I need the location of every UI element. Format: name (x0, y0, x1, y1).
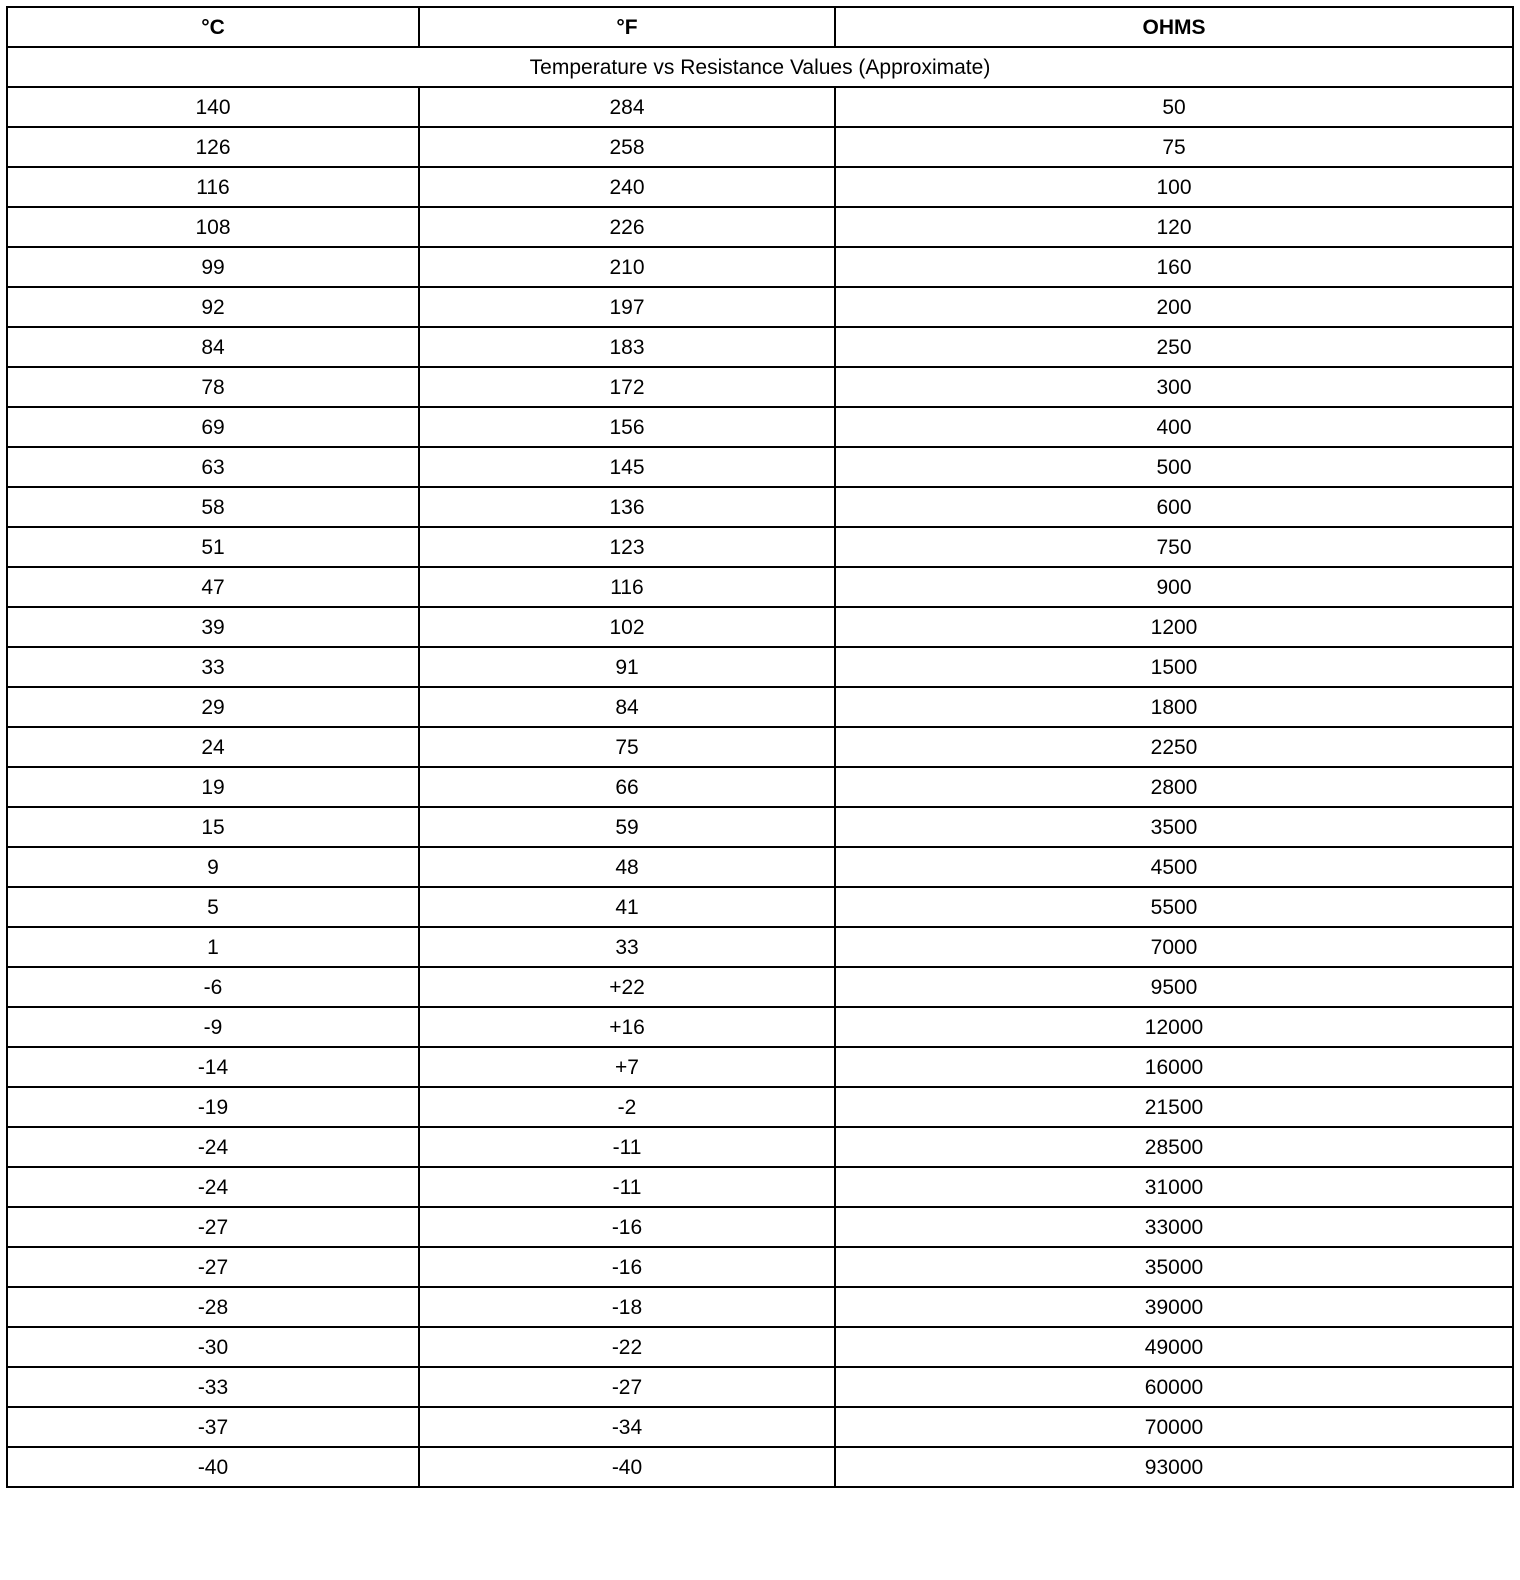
table-row (7, 1047, 1513, 1087)
celsius-cell: -30 (7, 1327, 419, 1367)
fahrenheit-cell: 66 (419, 767, 835, 807)
ohms-cell: 2800 (835, 767, 1513, 807)
celsius-cell: -27 (7, 1247, 419, 1287)
table-row (7, 487, 1513, 527)
fahrenheit-cell: -11 (419, 1127, 835, 1167)
fahrenheit-cell: -2 (419, 1087, 835, 1127)
ohms-cell: 250 (835, 327, 1513, 367)
fahrenheit-cell: 33 (419, 927, 835, 967)
fahrenheit-cell: 210 (419, 247, 835, 287)
fahrenheit-cell: 41 (419, 887, 835, 927)
ohms-cell: 750 (835, 527, 1513, 567)
celsius-cell: -40 (7, 1447, 419, 1487)
celsius-cell: 63 (7, 447, 419, 487)
table-row (7, 847, 1513, 887)
fahrenheit-cell: -34 (419, 1407, 835, 1447)
table-row (7, 87, 1513, 127)
table-row (7, 807, 1513, 847)
ohms-cell: 12000 (835, 1007, 1513, 1047)
table-row (7, 447, 1513, 487)
ohms-cell: 600 (835, 487, 1513, 527)
fahrenheit-cell: 75 (419, 727, 835, 767)
celsius-cell: 47 (7, 567, 419, 607)
ohms-cell: 200 (835, 287, 1513, 327)
ohms-cell: 75 (835, 127, 1513, 167)
fahrenheit-cell: 258 (419, 127, 835, 167)
celsius-cell: -9 (7, 1007, 419, 1047)
celsius-cell: -37 (7, 1407, 419, 1447)
celsius-cell: -28 (7, 1287, 419, 1327)
table-row (7, 687, 1513, 727)
table-row (7, 607, 1513, 647)
fahrenheit-cell: -11 (419, 1167, 835, 1207)
fahrenheit-cell: 91 (419, 647, 835, 687)
fahrenheit-cell: 183 (419, 327, 835, 367)
ohms-cell: 100 (835, 167, 1513, 207)
fahrenheit-cell: -27 (419, 1367, 835, 1407)
celsius-cell: 140 (7, 87, 419, 127)
celsius-cell: 108 (7, 207, 419, 247)
ohms-cell: 4500 (835, 847, 1513, 887)
ohms-cell: 33000 (835, 1207, 1513, 1247)
celsius-cell: 69 (7, 407, 419, 447)
table-row (7, 127, 1513, 167)
table-row (7, 727, 1513, 767)
celsius-cell: 78 (7, 367, 419, 407)
ohms-cell: 16000 (835, 1047, 1513, 1087)
table-row (7, 1167, 1513, 1207)
celsius-cell: 92 (7, 287, 419, 327)
table-row (7, 1087, 1513, 1127)
fahrenheit-cell: +7 (419, 1047, 835, 1087)
fahrenheit-cell: -16 (419, 1207, 835, 1247)
ohms-cell: 93000 (835, 1447, 1513, 1487)
celsius-cell: 126 (7, 127, 419, 167)
header-fahrenheit: °F (419, 7, 835, 47)
table-row (7, 1287, 1513, 1327)
ohms-cell: 31000 (835, 1167, 1513, 1207)
fahrenheit-cell: 226 (419, 207, 835, 247)
celsius-cell: 39 (7, 607, 419, 647)
ohms-cell: 9500 (835, 967, 1513, 1007)
table-row (7, 967, 1513, 1007)
fahrenheit-cell: 84 (419, 687, 835, 727)
ohms-cell: 5500 (835, 887, 1513, 927)
ohms-cell: 28500 (835, 1127, 1513, 1167)
temperature-resistance-table (6, 6, 1514, 1488)
table-row (7, 567, 1513, 607)
fahrenheit-cell: 240 (419, 167, 835, 207)
celsius-cell: -24 (7, 1127, 419, 1167)
celsius-cell: 116 (7, 167, 419, 207)
table-row (7, 327, 1513, 367)
table-row (7, 407, 1513, 447)
celsius-cell: -33 (7, 1367, 419, 1407)
table-caption: Temperature vs Resistance Values (Approximate) (7, 47, 1513, 87)
caption-row (7, 47, 1513, 87)
fahrenheit-cell: -18 (419, 1287, 835, 1327)
table-row (7, 887, 1513, 927)
header-row (7, 7, 1513, 47)
fahrenheit-cell: 48 (419, 847, 835, 887)
celsius-cell: -14 (7, 1047, 419, 1087)
ohms-cell: 900 (835, 567, 1513, 607)
celsius-cell: 24 (7, 727, 419, 767)
fahrenheit-cell: -16 (419, 1247, 835, 1287)
celsius-cell: 84 (7, 327, 419, 367)
fahrenheit-cell: -22 (419, 1327, 835, 1367)
celsius-cell: 33 (7, 647, 419, 687)
fahrenheit-cell: 116 (419, 567, 835, 607)
celsius-cell: 99 (7, 247, 419, 287)
table-row (7, 1127, 1513, 1167)
fahrenheit-cell: 102 (419, 607, 835, 647)
fahrenheit-cell: 136 (419, 487, 835, 527)
table-row (7, 767, 1513, 807)
celsius-cell: -6 (7, 967, 419, 1007)
celsius-cell: 58 (7, 487, 419, 527)
ohms-cell: 500 (835, 447, 1513, 487)
fahrenheit-cell: +22 (419, 967, 835, 1007)
header-ohms: OHMS (835, 7, 1513, 47)
celsius-cell: 5 (7, 887, 419, 927)
ohms-cell: 400 (835, 407, 1513, 447)
table-row (7, 1007, 1513, 1047)
header-celsius: °C (7, 7, 419, 47)
table-row (7, 927, 1513, 967)
fahrenheit-cell: 156 (419, 407, 835, 447)
table-row (7, 1367, 1513, 1407)
fahrenheit-cell: -40 (419, 1447, 835, 1487)
ohms-cell: 70000 (835, 1407, 1513, 1447)
table-row (7, 1207, 1513, 1247)
ohms-cell: 35000 (835, 1247, 1513, 1287)
ohms-cell: 39000 (835, 1287, 1513, 1327)
celsius-cell: -19 (7, 1087, 419, 1127)
celsius-cell: 51 (7, 527, 419, 567)
table-row (7, 1327, 1513, 1367)
ohms-cell: 50 (835, 87, 1513, 127)
ohms-cell: 21500 (835, 1087, 1513, 1127)
celsius-cell: 1 (7, 927, 419, 967)
fahrenheit-cell: 172 (419, 367, 835, 407)
ohms-cell: 3500 (835, 807, 1513, 847)
fahrenheit-cell: 197 (419, 287, 835, 327)
celsius-cell: 15 (7, 807, 419, 847)
celsius-cell: 9 (7, 847, 419, 887)
table-row (7, 1247, 1513, 1287)
ohms-cell: 49000 (835, 1327, 1513, 1367)
ohms-cell: 2250 (835, 727, 1513, 767)
ohms-cell: 60000 (835, 1367, 1513, 1407)
ohms-cell: 160 (835, 247, 1513, 287)
ohms-cell: 7000 (835, 927, 1513, 967)
ohms-cell: 1500 (835, 647, 1513, 687)
ohms-cell: 300 (835, 367, 1513, 407)
fahrenheit-cell: 59 (419, 807, 835, 847)
celsius-cell: -27 (7, 1207, 419, 1247)
fahrenheit-cell: 284 (419, 87, 835, 127)
table-row (7, 1447, 1513, 1487)
table-row (7, 207, 1513, 247)
table-row (7, 167, 1513, 207)
fahrenheit-cell: 145 (419, 447, 835, 487)
fahrenheit-cell: +16 (419, 1007, 835, 1047)
ohms-cell: 1200 (835, 607, 1513, 647)
table-row (7, 287, 1513, 327)
table-row (7, 527, 1513, 567)
table-row (7, 247, 1513, 287)
celsius-cell: 29 (7, 687, 419, 727)
table-row (7, 1407, 1513, 1447)
table-row (7, 367, 1513, 407)
ohms-cell: 1800 (835, 687, 1513, 727)
document-sheet (6, 6, 1512, 1488)
ohms-cell: 120 (835, 207, 1513, 247)
fahrenheit-cell: 123 (419, 527, 835, 567)
celsius-cell: 19 (7, 767, 419, 807)
table-row (7, 647, 1513, 687)
celsius-cell: -24 (7, 1167, 419, 1207)
